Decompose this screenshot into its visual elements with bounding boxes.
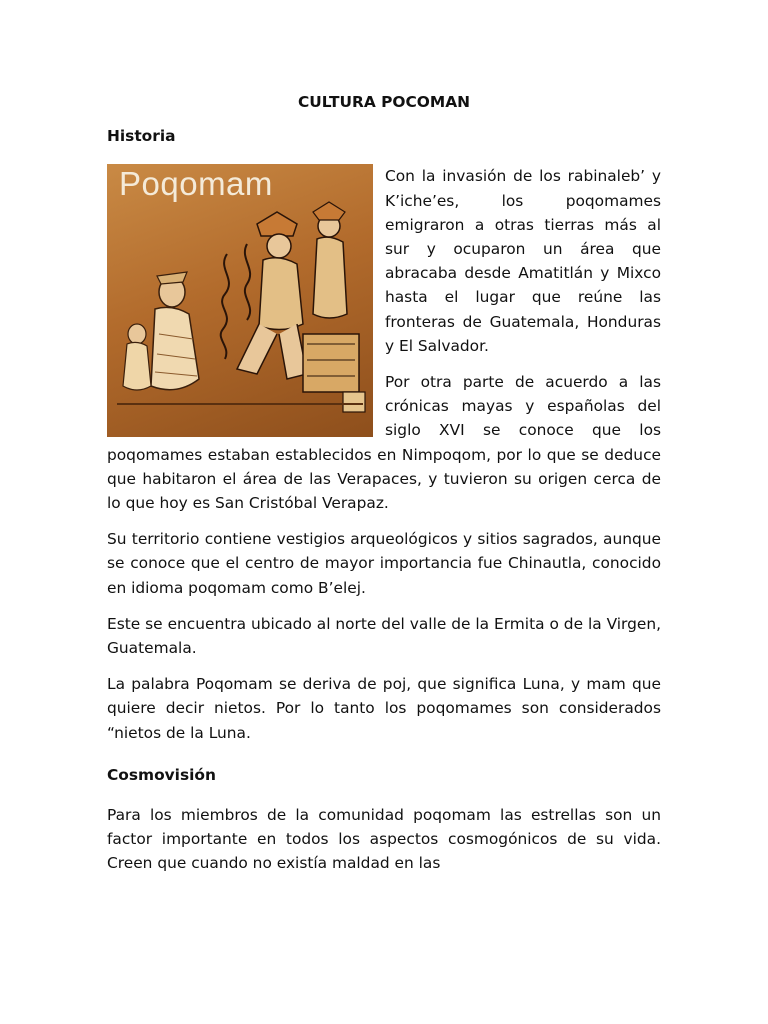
section-heading-historia: Historia [107, 127, 176, 146]
cosmovision-paragraph-1: Para los miembros de la comunidad poqomam las estrellas son un factor importante en todos los aspectos cosmogónicos de su vida. Creen que cuando no existía maldad en las [107, 806, 661, 873]
historia-paragraph-5: La palabra Poqomam se deriva de poj, que significa Luna, y mam que quiere decir nietos. Por lo tanto los poqomames son considerados “nietos de la Luna. [107, 675, 661, 742]
historia-paragraph-4: Este se encuentra ubicado al norte del valle de la Ermita o de la Virgen, Guatemala. [107, 614, 661, 658]
historia-paragraph-2: Por otra parte de acuerdo a las crónicas mayas y españolas del siglo XVI se conoce que los poqomames estaban establecidos en Nimpoqom, por lo que se deduce que habitaron el área de las Verapaces, y tuvieron su origen cerca de lo que hoy es San Cristóbal Verapaz. [107, 373, 661, 513]
historia-paragraph-3: Su territorio contiene vestigios arqueológicos y sitios sagrados, aunque se conoce que el centro de mayor importancia fue Chinautla, conocido en idioma poqomam como B’elej. [107, 530, 661, 597]
maya-figures-drawing [107, 164, 373, 437]
section-heading-cosmovision: Cosmovisión [107, 765, 216, 784]
document-page [107, 90, 661, 888]
historia-paragraph-1: Con la invasión de los rabinaleb’ y K’iche’es, los poqomames emigraron a otras tierras más al sur y ocuparon un área que abracaba desde Amatitlán y Mixco hasta el lugar que reúne las fronteras de Guatemala, Honduras y El Salvador. [385, 167, 661, 355]
document-title: CULTURA POCOMAN [297, 93, 471, 111]
poqomam-illustration [107, 164, 373, 437]
image-caption-label: Poqomam [119, 165, 273, 203]
